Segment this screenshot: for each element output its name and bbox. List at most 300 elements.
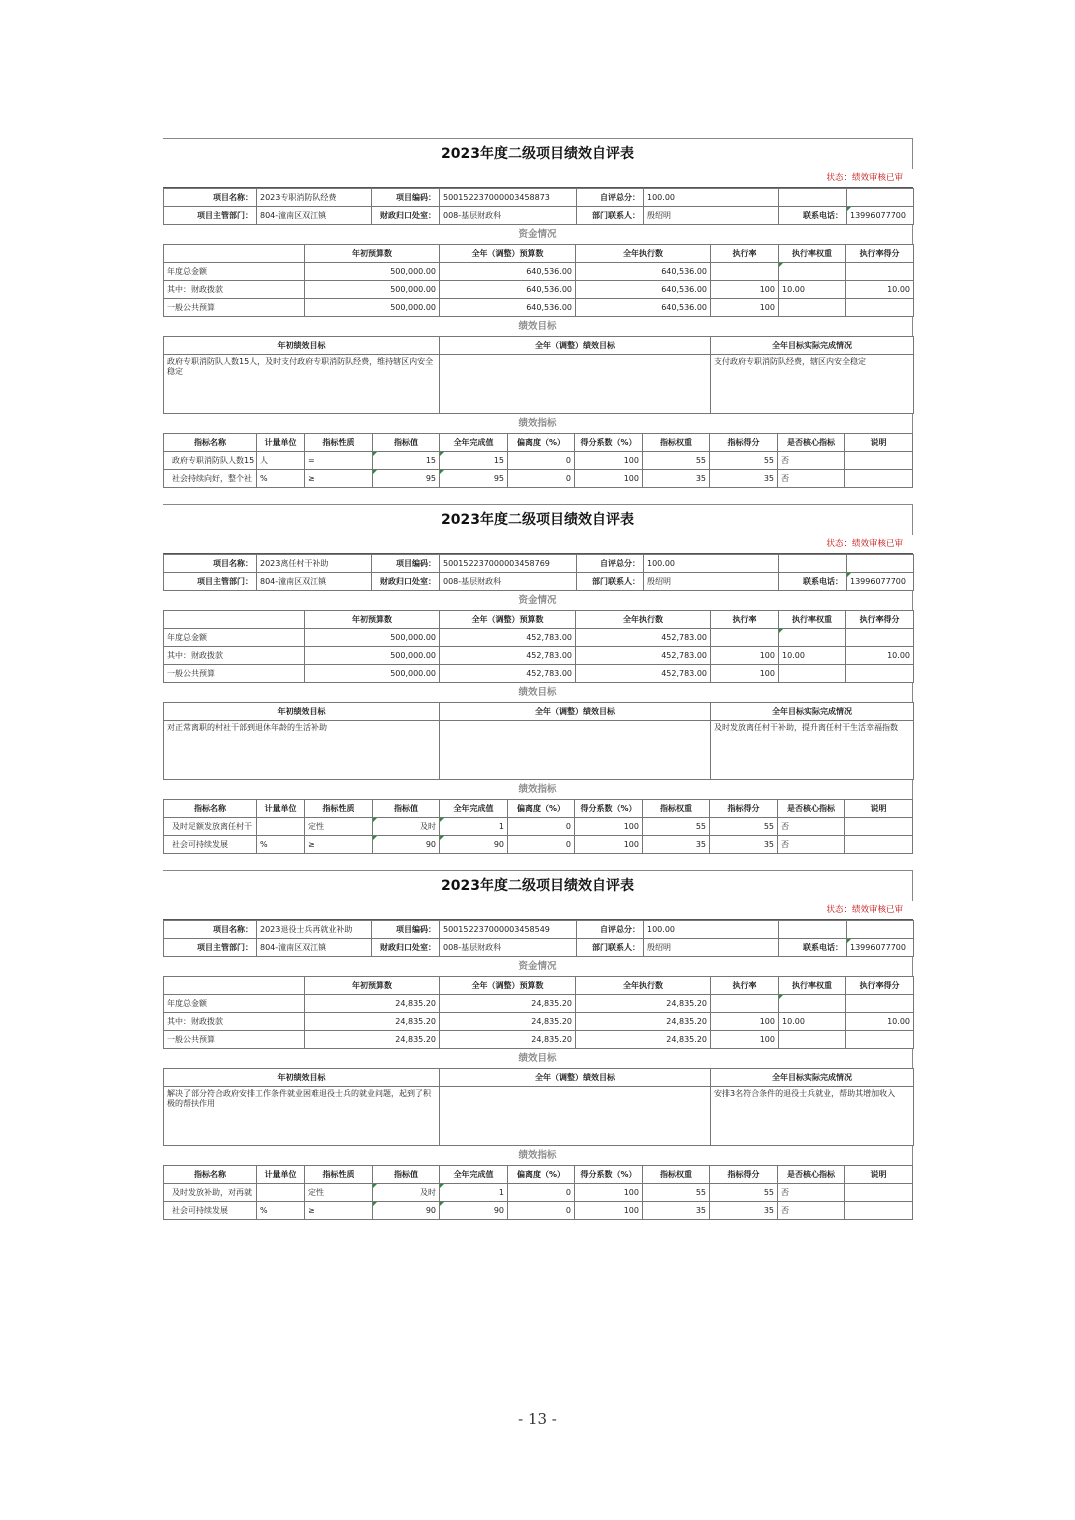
funds-section-title: 资金情况 [163, 591, 913, 610]
deviation-cell: 0 [508, 818, 575, 836]
goals-content-row [164, 721, 914, 780]
completed-value-cell: 90 [440, 836, 508, 854]
note-cell [845, 452, 913, 470]
goal-actual-header: 全年目标实际完成情况 [711, 703, 914, 721]
goal-adjusted-text [440, 355, 711, 414]
indicator-row [164, 452, 913, 470]
adjusted-cell: 640,536.00 [440, 281, 576, 299]
phone-value: 13996077700 [847, 207, 914, 225]
ind-col-header-unit: 计量单位 [257, 1166, 305, 1184]
initial-cell: 24,835.20 [305, 1013, 440, 1031]
goal-adjusted-header: 全年（调整）绩效目标 [440, 1069, 711, 1087]
ind-col-header-score-coefficient: 得分系数（%） [575, 434, 643, 452]
goals-content-row [164, 1087, 914, 1146]
adjusted-cell: 640,536.00 [440, 299, 576, 317]
funds-row-fiscal [164, 281, 914, 299]
project-name-label: 项目名称： [164, 921, 257, 939]
goal-initial-text: 解决了部分符合政府安排工作条件就业困难退役士兵的就业问题，起到了积极的帮扶作用 [164, 1087, 440, 1146]
ind-col-header-completed-value: 全年完成值 [440, 800, 508, 818]
goals-table [163, 1068, 914, 1146]
indicators-section-title: 绩效指标 [163, 414, 913, 433]
nature-cell: ≥ [305, 1202, 373, 1220]
indicator-row [164, 470, 913, 488]
ind-col-header-nature: 指标性质 [305, 1166, 373, 1184]
empty-cell [779, 921, 847, 939]
row-label: 其中：财政拨款 [164, 281, 305, 299]
completed-value-cell: 90 [440, 1202, 508, 1220]
finance-office-value: 008-基层财政科 [440, 573, 577, 591]
executed-cell: 24,835.20 [576, 1031, 711, 1049]
row-label: 一般公共预算 [164, 665, 305, 683]
ind-col-header-unit: 计量单位 [257, 434, 305, 452]
ind-col-header-indicator-name: 指标名称 [164, 434, 257, 452]
ind-col-header-indicator-score: 指标得分 [710, 434, 778, 452]
is-core-cell: 否 [778, 1184, 845, 1202]
form-title: 2023年度二级项目绩效自评表 [163, 138, 913, 169]
project-code-label: 项目编码： [372, 189, 440, 207]
funds-row-public [164, 665, 914, 683]
rate-cell [711, 263, 779, 281]
goals-section-title: 绩效目标 [163, 683, 913, 702]
phone-label: 联系电话： [779, 573, 847, 591]
indicators-header-row [164, 1166, 913, 1184]
contact-value: 殷绍明 [644, 939, 779, 957]
funds-row-public [164, 1031, 914, 1049]
note-cell [845, 836, 913, 854]
ind-col-header-indicator-value: 指标值 [373, 434, 440, 452]
weight-cell: 10.00 [779, 647, 846, 665]
row-label: 年度总金额 [164, 629, 305, 647]
ind-col-header-is-core: 是否核心指标 [778, 434, 845, 452]
goals-header-row [164, 703, 914, 721]
score-cell [846, 299, 914, 317]
indicator-value-cell: 15 [373, 452, 440, 470]
note-cell [845, 1184, 913, 1202]
nature-cell: 定性 [305, 818, 373, 836]
project-info-table [163, 554, 914, 591]
indicator-score-cell: 55 [710, 452, 778, 470]
funds-header-row [164, 245, 914, 263]
col-weight-header: 执行率权重 [779, 977, 846, 995]
project-code-value: 500152237000003458769 [440, 555, 577, 573]
is-core-cell: 否 [778, 818, 845, 836]
phone-value: 13996077700 [847, 939, 914, 957]
ind-col-header-indicator-name: 指标名称 [164, 1166, 257, 1184]
ind-col-header-indicator-weight: 指标权重 [643, 434, 710, 452]
ind-col-header-unit: 计量单位 [257, 800, 305, 818]
rate-cell: 100 [711, 665, 779, 683]
dept-value: 804-潼南区双江镇 [257, 573, 372, 591]
goals-table [163, 702, 914, 780]
col-executed-header: 全年执行数 [576, 245, 711, 263]
goal-actual-text: 及时发放离任村干补助，提升离任村干生活幸福指数 [711, 721, 914, 780]
indicator-weight-cell: 55 [643, 452, 710, 470]
row-label: 一般公共预算 [164, 299, 305, 317]
project-info-table [163, 188, 914, 225]
col-rate-header: 执行率 [711, 977, 779, 995]
col-adjusted-header: 全年（调整）预算数 [440, 611, 576, 629]
col-initial-header: 年初预算数 [305, 245, 440, 263]
score-cell [846, 1031, 914, 1049]
indicator-value-cell: 及时 [373, 818, 440, 836]
score-coefficient-cell: 100 [575, 836, 643, 854]
completed-value-cell: 1 [440, 1184, 508, 1202]
col-rate-header: 执行率 [711, 611, 779, 629]
self-score-value: 100.00 [644, 555, 779, 573]
rate-cell: 100 [711, 299, 779, 317]
score-cell [846, 263, 914, 281]
weight-cell [779, 629, 846, 647]
indicator-weight-cell: 55 [643, 1184, 710, 1202]
project-code-label: 项目编码： [372, 921, 440, 939]
ind-col-header-score-coefficient: 得分系数（%） [575, 1166, 643, 1184]
contact-value: 殷绍明 [644, 573, 779, 591]
indicator-score-cell: 55 [710, 818, 778, 836]
weight-cell [779, 299, 846, 317]
unit-cell [257, 818, 305, 836]
dept-label: 项目主管部门： [164, 207, 257, 225]
indicators-header-row [164, 800, 913, 818]
ind-col-header-indicator-score: 指标得分 [710, 1166, 778, 1184]
project-code-value: 500152237000003458549 [440, 921, 577, 939]
is-core-cell: 否 [778, 452, 845, 470]
adjusted-cell: 452,783.00 [440, 647, 576, 665]
indicators-table [163, 1165, 913, 1220]
empty-cell [847, 921, 914, 939]
goal-adjusted-text [440, 721, 711, 780]
ind-col-header-note: 说明 [845, 800, 913, 818]
project-code-value: 500152237000003458873 [440, 189, 577, 207]
empty-cell [847, 189, 914, 207]
funds-header-row [164, 611, 914, 629]
project-code-label: 项目编码： [372, 555, 440, 573]
indicator-row [164, 818, 913, 836]
unit-cell: % [257, 470, 305, 488]
phone-label: 联系电话： [779, 207, 847, 225]
initial-cell: 500,000.00 [305, 629, 440, 647]
ind-col-header-is-core: 是否核心指标 [778, 1166, 845, 1184]
indicator-weight-cell: 35 [643, 836, 710, 854]
finance-office-label: 财政归口处室： [372, 573, 440, 591]
note-cell [845, 818, 913, 836]
executed-cell: 640,536.00 [576, 263, 711, 281]
project-name-value: 2023退役士兵再就业补助 [257, 921, 372, 939]
empty-cell [164, 977, 305, 995]
project-name-label: 项目名称： [164, 555, 257, 573]
goal-initial-header: 年初绩效目标 [164, 703, 440, 721]
deviation-cell: 0 [508, 1202, 575, 1220]
empty-cell [779, 555, 847, 573]
phone-label: 联系电话： [779, 939, 847, 957]
score-coefficient-cell: 100 [575, 1202, 643, 1220]
indicator-value-cell: 90 [373, 1202, 440, 1220]
score-cell: 10.00 [846, 281, 914, 299]
executed-cell: 640,536.00 [576, 299, 711, 317]
funds-row-fiscal [164, 647, 914, 665]
weight-cell: 10.00 [779, 281, 846, 299]
project-info-table [163, 920, 914, 957]
unit-cell [257, 1184, 305, 1202]
contact-label: 部门联系人： [577, 207, 644, 225]
indicator-name-cell: 社会可持续发展 [164, 836, 257, 854]
row-label: 其中：财政拨款 [164, 647, 305, 665]
ind-col-header-indicator-weight: 指标权重 [643, 800, 710, 818]
self-score-label: 自评总分： [577, 189, 644, 207]
executed-cell: 452,783.00 [576, 647, 711, 665]
indicator-weight-cell: 35 [643, 1202, 710, 1220]
unit-cell: % [257, 836, 305, 854]
row-label: 其中：财政拨款 [164, 1013, 305, 1031]
score-cell: 10.00 [846, 1013, 914, 1031]
is-core-cell: 否 [778, 1202, 845, 1220]
indicator-weight-cell: 35 [643, 470, 710, 488]
ind-col-header-deviation: 偏离度（%） [508, 434, 575, 452]
ind-col-header-indicator-score: 指标得分 [710, 800, 778, 818]
goal-actual-text: 支付政府专职消防队经费，辖区内安全稳定 [711, 355, 914, 414]
initial-cell: 500,000.00 [305, 263, 440, 281]
indicator-name-cell: 社会持续向好，整个社 [164, 470, 257, 488]
completed-value-cell: 1 [440, 818, 508, 836]
unit-cell: % [257, 1202, 305, 1220]
indicator-score-cell: 35 [710, 1202, 778, 1220]
adjusted-cell: 452,783.00 [440, 665, 576, 683]
ind-col-header-completed-value: 全年完成值 [440, 434, 508, 452]
indicators-header-row [164, 434, 913, 452]
empty-cell [164, 245, 305, 263]
page-number: - 13 - [518, 1410, 557, 1428]
score-cell [846, 629, 914, 647]
funds-table [163, 244, 914, 317]
goal-actual-header: 全年目标实际完成情况 [711, 337, 914, 355]
indicator-row [164, 836, 913, 854]
score-cell [846, 665, 914, 683]
row-label: 年度总金额 [164, 995, 305, 1013]
self-score-label: 自评总分： [577, 555, 644, 573]
empty-cell [164, 611, 305, 629]
goals-header-row [164, 1069, 914, 1087]
completed-value-cell: 95 [440, 470, 508, 488]
dept-label: 项目主管部门： [164, 573, 257, 591]
score-cell: 10.00 [846, 647, 914, 665]
col-initial-header: 年初预算数 [305, 977, 440, 995]
initial-cell: 500,000.00 [305, 665, 440, 683]
dept-info-row [164, 207, 914, 225]
ind-col-header-indicator-weight: 指标权重 [643, 1166, 710, 1184]
contact-label: 部门联系人： [577, 939, 644, 957]
weight-cell [779, 995, 846, 1013]
executed-cell: 640,536.00 [576, 281, 711, 299]
status-text: 状态：绩效审核已审 [163, 535, 913, 554]
goals-content-row [164, 355, 914, 414]
indicators-section-title: 绩效指标 [163, 1146, 913, 1165]
contact-value: 殷绍明 [644, 207, 779, 225]
funds-header-row [164, 977, 914, 995]
deviation-cell: 0 [508, 470, 575, 488]
ind-col-header-indicator-name: 指标名称 [164, 800, 257, 818]
dept-value: 804-潼南区双江镇 [257, 939, 372, 957]
finance-office-value: 008-基层财政科 [440, 939, 577, 957]
executed-cell: 452,783.00 [576, 665, 711, 683]
dept-label: 项目主管部门： [164, 939, 257, 957]
self-score-value: 100.00 [644, 921, 779, 939]
indicator-value-cell: 95 [373, 470, 440, 488]
goal-initial-header: 年初绩效目标 [164, 337, 440, 355]
col-weight-header: 执行率权重 [779, 611, 846, 629]
nature-cell: ≥ [305, 836, 373, 854]
col-executed-header: 全年执行数 [576, 977, 711, 995]
empty-cell [847, 555, 914, 573]
ind-col-header-nature: 指标性质 [305, 800, 373, 818]
self-score-label: 自评总分： [577, 921, 644, 939]
initial-cell: 500,000.00 [305, 281, 440, 299]
indicator-score-cell: 55 [710, 1184, 778, 1202]
goal-actual-header: 全年目标实际完成情况 [711, 1069, 914, 1087]
funds-table [163, 610, 914, 683]
indicators-section-title: 绩效指标 [163, 780, 913, 799]
adjusted-cell: 24,835.20 [440, 1013, 576, 1031]
goals-section-title: 绩效目标 [163, 1049, 913, 1068]
executed-cell: 24,835.20 [576, 1013, 711, 1031]
goal-adjusted-header: 全年（调整）绩效目标 [440, 337, 711, 355]
ind-col-header-indicator-value: 指标值 [373, 1166, 440, 1184]
status-text: 状态：绩效审核已审 [163, 169, 913, 188]
col-weight-header: 执行率权重 [779, 245, 846, 263]
col-adjusted-header: 全年（调整）预算数 [440, 245, 576, 263]
status-text: 状态：绩效审核已审 [163, 901, 913, 920]
project-info-row [164, 555, 914, 573]
indicator-score-cell: 35 [710, 836, 778, 854]
finance-office-label: 财政归口处室： [372, 207, 440, 225]
ind-col-header-note: 说明 [845, 1166, 913, 1184]
form-title: 2023年度二级项目绩效自评表 [163, 504, 913, 535]
deviation-cell: 0 [508, 452, 575, 470]
score-coefficient-cell: 100 [575, 818, 643, 836]
goal-initial-header: 年初绩效目标 [164, 1069, 440, 1087]
rate-cell [711, 629, 779, 647]
project-info-row [164, 189, 914, 207]
indicator-row [164, 1184, 913, 1202]
initial-cell: 500,000.00 [305, 299, 440, 317]
executed-cell: 452,783.00 [576, 629, 711, 647]
indicator-value-cell: 及时 [373, 1184, 440, 1202]
indicator-name-cell: 社会可持续发展 [164, 1202, 257, 1220]
empty-cell [779, 189, 847, 207]
is-core-cell: 否 [778, 836, 845, 854]
col-executed-header: 全年执行数 [576, 611, 711, 629]
initial-cell: 24,835.20 [305, 995, 440, 1013]
nature-cell: ≥ [305, 470, 373, 488]
score-coefficient-cell: 100 [575, 470, 643, 488]
indicator-weight-cell: 55 [643, 818, 710, 836]
form-title: 2023年度二级项目绩效自评表 [163, 870, 913, 901]
executed-cell: 24,835.20 [576, 995, 711, 1013]
ind-col-header-deviation: 偏离度（%） [508, 1166, 575, 1184]
funds-section-title: 资金情况 [163, 225, 913, 244]
funds-row-total [164, 263, 914, 281]
finance-office-value: 008-基层财政科 [440, 207, 577, 225]
evaluation-form [163, 504, 913, 854]
nature-cell: = [305, 452, 373, 470]
col-rate-header: 执行率 [711, 245, 779, 263]
goal-adjusted-text [440, 1087, 711, 1146]
indicator-name-cell: 及时足额发放离任村干 [164, 818, 257, 836]
adjusted-cell: 640,536.00 [440, 263, 576, 281]
funds-row-total [164, 629, 914, 647]
deviation-cell: 0 [508, 836, 575, 854]
ind-col-header-completed-value: 全年完成值 [440, 1166, 508, 1184]
indicator-score-cell: 35 [710, 470, 778, 488]
contact-label: 部门联系人： [577, 573, 644, 591]
goal-adjusted-header: 全年（调整）绩效目标 [440, 703, 711, 721]
weight-cell [779, 1031, 846, 1049]
goal-actual-text: 安排3名符合条件的退役士兵就业，帮助其增加收入 [711, 1087, 914, 1146]
weight-cell [779, 263, 846, 281]
phone-value: 13996077700 [847, 573, 914, 591]
rate-cell: 100 [711, 281, 779, 299]
evaluation-form [163, 870, 913, 1220]
indicator-name-cell: 及时发放补助，对再就 [164, 1184, 257, 1202]
finance-office-label: 财政归口处室： [372, 939, 440, 957]
dept-info-row [164, 939, 914, 957]
rate-cell [711, 995, 779, 1013]
score-cell [846, 995, 914, 1013]
project-name-value: 2023专职消防队经费 [257, 189, 372, 207]
adjusted-cell: 24,835.20 [440, 995, 576, 1013]
col-score-header: 执行率得分 [846, 245, 914, 263]
is-core-cell: 否 [778, 470, 845, 488]
goals-section-title: 绩效目标 [163, 317, 913, 336]
project-name-value: 2023离任村干补助 [257, 555, 372, 573]
initial-cell: 24,835.20 [305, 1031, 440, 1049]
project-info-row [164, 921, 914, 939]
col-score-header: 执行率得分 [846, 977, 914, 995]
funds-row-fiscal [164, 1013, 914, 1031]
score-coefficient-cell: 100 [575, 452, 643, 470]
adjusted-cell: 24,835.20 [440, 1031, 576, 1049]
score-coefficient-cell: 100 [575, 1184, 643, 1202]
indicator-value-cell: 90 [373, 836, 440, 854]
ind-col-header-note: 说明 [845, 434, 913, 452]
goals-table [163, 336, 914, 414]
ind-col-header-indicator-value: 指标值 [373, 800, 440, 818]
funds-section-title: 资金情况 [163, 957, 913, 976]
col-score-header: 执行率得分 [846, 611, 914, 629]
weight-cell: 10.00 [779, 1013, 846, 1031]
adjusted-cell: 452,783.00 [440, 629, 576, 647]
project-name-label: 项目名称： [164, 189, 257, 207]
ind-col-header-is-core: 是否核心指标 [778, 800, 845, 818]
funds-row-total [164, 995, 914, 1013]
funds-table [163, 976, 914, 1049]
indicators-table [163, 799, 913, 854]
indicators-table [163, 433, 913, 488]
note-cell [845, 1202, 913, 1220]
row-label: 年度总金额 [164, 263, 305, 281]
rate-cell: 100 [711, 1013, 779, 1031]
note-cell [845, 470, 913, 488]
evaluation-form [163, 138, 913, 488]
indicator-row [164, 1202, 913, 1220]
self-score-value: 100.00 [644, 189, 779, 207]
weight-cell [779, 665, 846, 683]
dept-value: 804-潼南区双江镇 [257, 207, 372, 225]
goals-header-row [164, 337, 914, 355]
unit-cell: 人 [257, 452, 305, 470]
col-adjusted-header: 全年（调整）预算数 [440, 977, 576, 995]
ind-col-header-deviation: 偏离度（%） [508, 800, 575, 818]
initial-cell: 500,000.00 [305, 647, 440, 665]
nature-cell: 定性 [305, 1184, 373, 1202]
